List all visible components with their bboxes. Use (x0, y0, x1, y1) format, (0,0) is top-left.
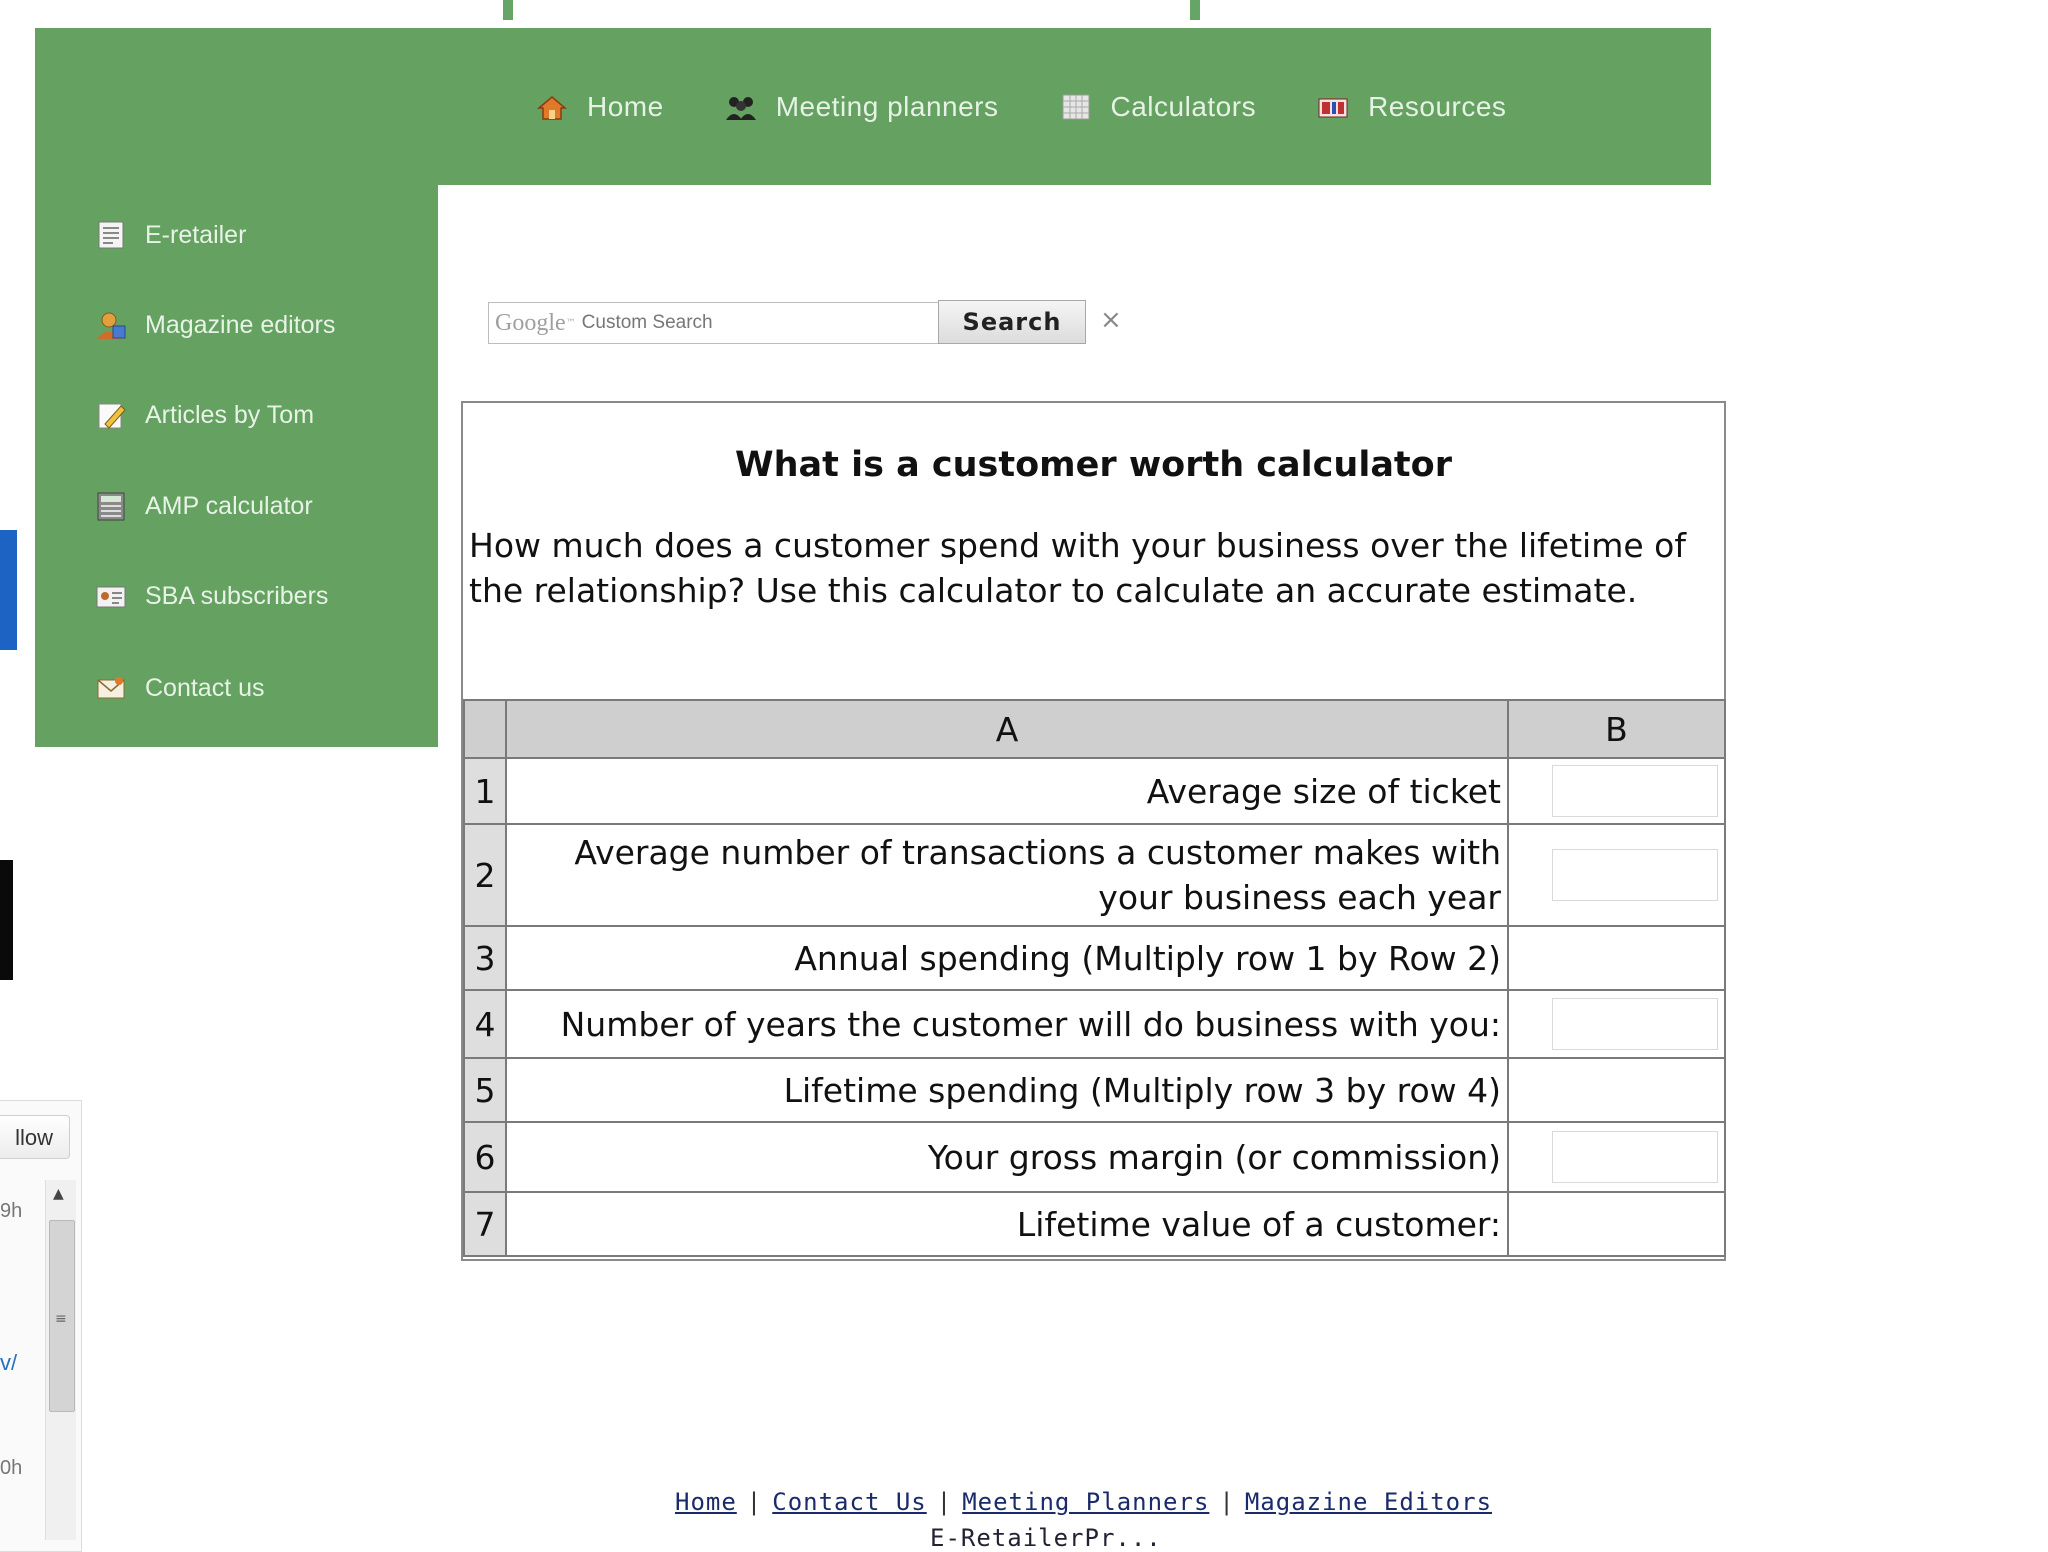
row-label: Lifetime spending (Multiply row 3 by row 4) (506, 1058, 1508, 1122)
table-row (464, 1058, 1725, 1122)
document-icon (95, 220, 127, 250)
partial-widget-black (0, 860, 13, 980)
value-cell (1508, 824, 1725, 926)
ticket-size-input[interactable] (1552, 765, 1718, 817)
years-input[interactable] (1552, 998, 1718, 1050)
column-header-b: B (1508, 700, 1725, 758)
footer-link-contact-us[interactable]: Contact Us (772, 1488, 927, 1516)
books-icon (1316, 92, 1350, 122)
table-row (464, 1122, 1725, 1192)
search-placeholder: Custom Search (581, 312, 713, 333)
calculator-panel (461, 401, 1726, 1261)
footer-link-magazine-editors[interactable]: Magazine Editors (1244, 1488, 1493, 1516)
home-icon (535, 92, 569, 122)
pencil-note-icon (95, 400, 127, 430)
nav-item-meeting-planners[interactable] (724, 77, 999, 137)
editor-icon (95, 310, 127, 340)
footer-separator: | (746, 1488, 763, 1516)
row-label: Lifetime value of a customer: (506, 1192, 1508, 1256)
row-number: 3 (464, 926, 506, 990)
search-button[interactable]: Search (938, 300, 1086, 344)
sidebar-item-label: Contact us (145, 673, 265, 702)
scroll-up-arrow-icon[interactable]: ▲ (53, 1186, 64, 1202)
grip-icon: ≡ (55, 1311, 67, 1327)
row-number: 5 (464, 1058, 506, 1122)
sidebar-item-e-retailer[interactable] (95, 220, 246, 250)
nav-item-resources[interactable] (1316, 77, 1506, 137)
sidebar-item-label: E-retailer (145, 220, 247, 249)
sidebar-item-contact-us[interactable] (95, 673, 265, 703)
row-label: Number of years the customer will do business with you: (506, 990, 1508, 1058)
top-nav-bar (35, 28, 1711, 185)
top-divider-right (1190, 0, 1200, 20)
gross-margin-input[interactable] (1552, 1131, 1718, 1183)
footer-separator: | (1219, 1488, 1235, 1516)
row-number: 1 (464, 758, 506, 824)
value-cell (1508, 1122, 1725, 1192)
main-nav (535, 28, 1566, 185)
calculator-table (463, 699, 1726, 1257)
widget-scrollbar[interactable] (45, 1180, 76, 1540)
top-divider-left (503, 0, 513, 20)
row-label: Average number of transactions a customer makes with your business each year (506, 824, 1508, 926)
transactions-per-year-input[interactable] (1552, 849, 1718, 901)
row-number: 7 (464, 1192, 506, 1256)
calculator-description: How much does a customer spend with your business over the lifetime of the relationship? Use this calculator to calculate an accurate estimate. (469, 526, 1686, 610)
table-row (464, 758, 1725, 824)
table-row (464, 824, 1725, 926)
tweet-link[interactable]: v/ (0, 1350, 18, 1375)
sidebar-item-label: Magazine editors (145, 310, 336, 339)
search-input[interactable] (488, 302, 940, 344)
sidebar-item-amp-calculator[interactable] (95, 491, 313, 521)
row-label: Your gross margin (or commission) (506, 1122, 1508, 1192)
calculator-icon (95, 491, 127, 521)
nav-label-resources: Resources (1368, 90, 1507, 122)
calculator-title: What is a customer worth calculator (735, 445, 1452, 485)
row-label: Annual spending (Multiply row 1 by Row 2) (506, 926, 1508, 990)
value-cell (1508, 990, 1725, 1058)
sidebar-item-label: Articles by Tom (145, 400, 315, 429)
scroll-thumb[interactable] (49, 1220, 75, 1412)
lifetime-value-result (1508, 1192, 1725, 1256)
google-logo: Google (495, 309, 566, 336)
table-row (464, 926, 1725, 990)
row-label: Average size of ticket (506, 758, 1508, 824)
trademark-mark: ™ (565, 317, 576, 329)
clear-search-icon[interactable]: × (1100, 305, 1122, 335)
partial-widget-blue (0, 530, 17, 650)
footer-link-meeting-planners[interactable]: Meeting Planners (962, 1488, 1210, 1516)
row-number: 4 (464, 990, 506, 1058)
nav-item-calculators[interactable] (1059, 77, 1257, 137)
tweet-time: 0h (0, 1457, 23, 1479)
sidebar-item-articles-by-tom[interactable] (95, 400, 314, 430)
sidebar (35, 185, 438, 747)
sidebar-item-label: SBA subscribers (145, 581, 329, 610)
people-icon (724, 92, 758, 122)
row-number: 6 (464, 1122, 506, 1192)
header-row (464, 700, 1725, 758)
follow-button[interactable]: llow (0, 1115, 70, 1159)
footer-separator: | (936, 1488, 953, 1516)
footer-links (675, 1488, 1492, 1516)
nav-label-home: Home (587, 90, 664, 122)
value-cell (1508, 758, 1725, 824)
corner-cell (464, 700, 506, 758)
sidebar-item-sba-subscribers[interactable] (95, 581, 328, 611)
mail-icon (95, 673, 127, 703)
sidebar-item-label: AMP calculator (145, 491, 313, 520)
table-row (464, 990, 1725, 1058)
row-number: 2 (464, 824, 506, 926)
column-header-a: A (506, 700, 1508, 758)
table-row (464, 1192, 1725, 1256)
footer-line-2[interactable]: E-RetailerPr... (930, 1524, 1162, 1552)
lifetime-spending-result (1508, 1058, 1725, 1122)
nav-item-home[interactable] (535, 77, 664, 137)
nav-label-calculators: Calculators (1110, 90, 1257, 122)
tweet-time: 9h (0, 1200, 23, 1222)
annual-spending-result (1508, 926, 1725, 990)
nav-label-meeting-planners: Meeting planners (775, 90, 999, 122)
sidebar-item-magazine-editors[interactable] (95, 310, 335, 340)
footer-link-home[interactable]: Home (675, 1488, 737, 1516)
grid-icon (1059, 92, 1093, 122)
id-card-icon (95, 581, 127, 611)
